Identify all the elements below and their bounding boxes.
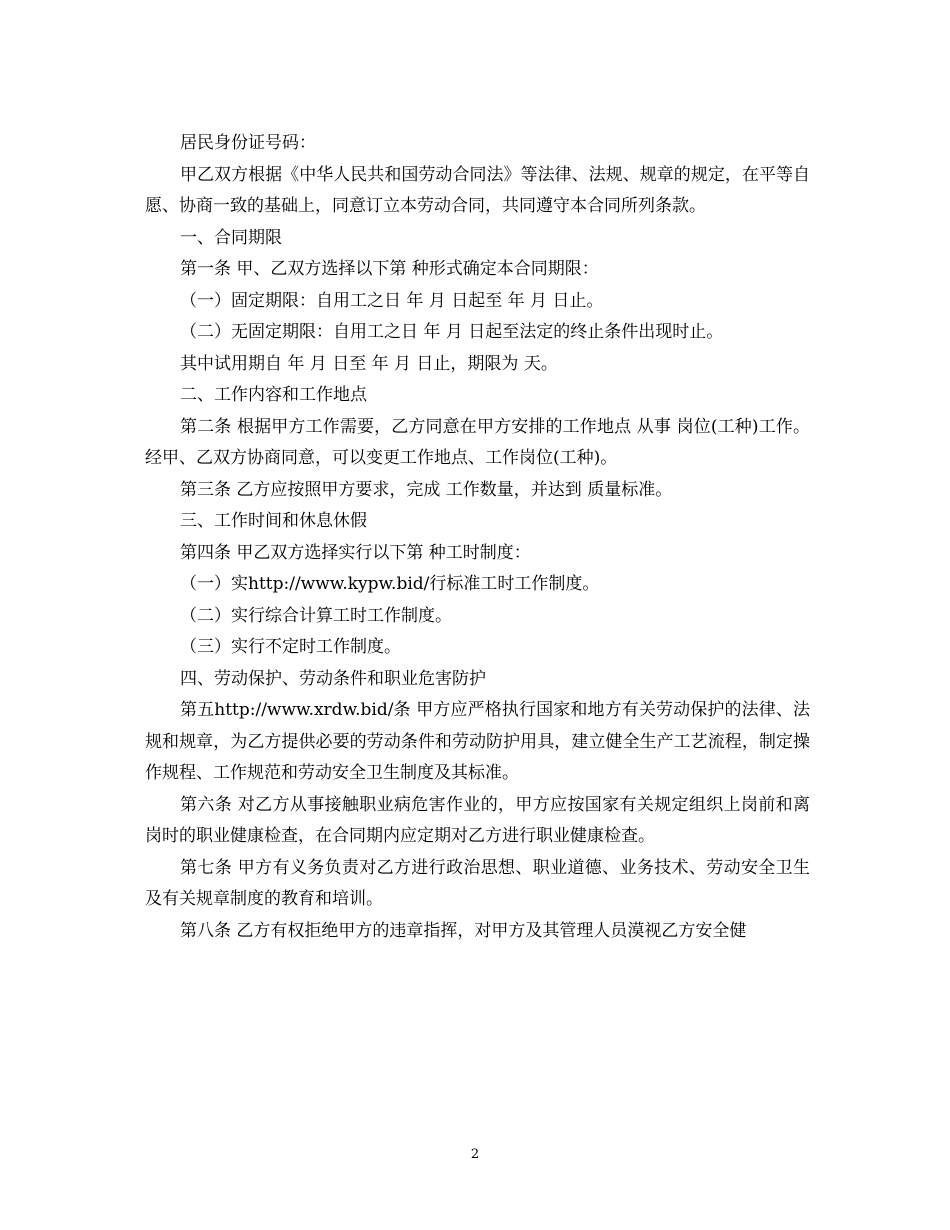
article-3: 第三条 乙方应按照甲方要求，完成 工作数量，并达到 质量标准。 bbox=[180, 479, 673, 500]
preamble-paragraph: 甲乙双方根据《中华人民共和国劳动合同法》等法律、法规、规章的规定，在平等自愿、协商一致的基础上，同意订立本劳动合同，共同遵守本合同所列条款。 bbox=[145, 164, 810, 216]
article-2: 第二条 根据甲方工作需要，乙方同意在甲方安排的工作地点 从事 岗位(工种)工作。经甲、乙双方协商同意，可以变更工作地点、工作岗位(工种)。 bbox=[145, 416, 810, 468]
id-number-line: 居民身份证号码： bbox=[180, 133, 316, 153]
section-heading-contract-term: 一、合同期限 bbox=[180, 227, 282, 248]
article-4: 第四条 甲乙双方选择实行以下第 种工时制度： bbox=[180, 542, 531, 563]
article-1-option-2: （二）无固定期限：自用工之日 年 月 日起至法定的终止条件出现时止。 bbox=[180, 322, 724, 342]
article-4-option-3: （三）实行不定时工作制度。 bbox=[180, 637, 401, 657]
article-5: 第五http://www.xrdw.bid/条 甲方应严格执行国家和地方有关劳动保护的法律、法规和规章，为乙方提供必要的劳动条件和劳动防护用具，建立健全生产工艺流程，制定操作规程、工作规范和劳动安全卫生制度及其标准。 bbox=[145, 700, 810, 783]
article-1-option-1: （一）固定期限：自用工之日 年 月 日起至 年 月 日止。 bbox=[180, 290, 604, 311]
article-4-option-1: （一）实http://www.kypw.bid/行标准工时工作制度。 bbox=[180, 574, 600, 594]
article-4-option-2: （二）实行综合计算工时工作制度。 bbox=[180, 605, 452, 626]
section-heading-working-hours: 三、工作时间和休息休假 bbox=[180, 511, 367, 531]
document-body bbox=[145, 128, 810, 947]
article-1: 第一条 甲、乙双方选择以下第 种形式确定本合同期限： bbox=[180, 259, 599, 279]
probation-period: 其中试用期自 年 月 日至 年 月 日止，期限为 天。 bbox=[180, 353, 558, 374]
article-8: 第八条 乙方有权拒绝甲方的违章指挥，对甲方及其管理人员漠视乙方安全健 bbox=[180, 920, 747, 941]
section-heading-work-content: 二、工作内容和工作地点 bbox=[180, 385, 367, 405]
page-number: 2 bbox=[470, 1147, 480, 1162]
section-heading-labor-protection: 四、劳动保护、劳动条件和职业危害防护 bbox=[180, 668, 486, 689]
article-7: 第七条 甲方有义务负责对乙方进行政治思想、职业道德、业务技术、劳动安全卫生及有关规章制度的教育和培训。 bbox=[145, 857, 810, 909]
article-6: 第六条 对乙方从事接触职业病危害作业的，甲方应按国家有关规定组织上岗前和离岗时的职业健康检查，在合同期内应定期对乙方进行职业健康检查。 bbox=[145, 794, 810, 846]
